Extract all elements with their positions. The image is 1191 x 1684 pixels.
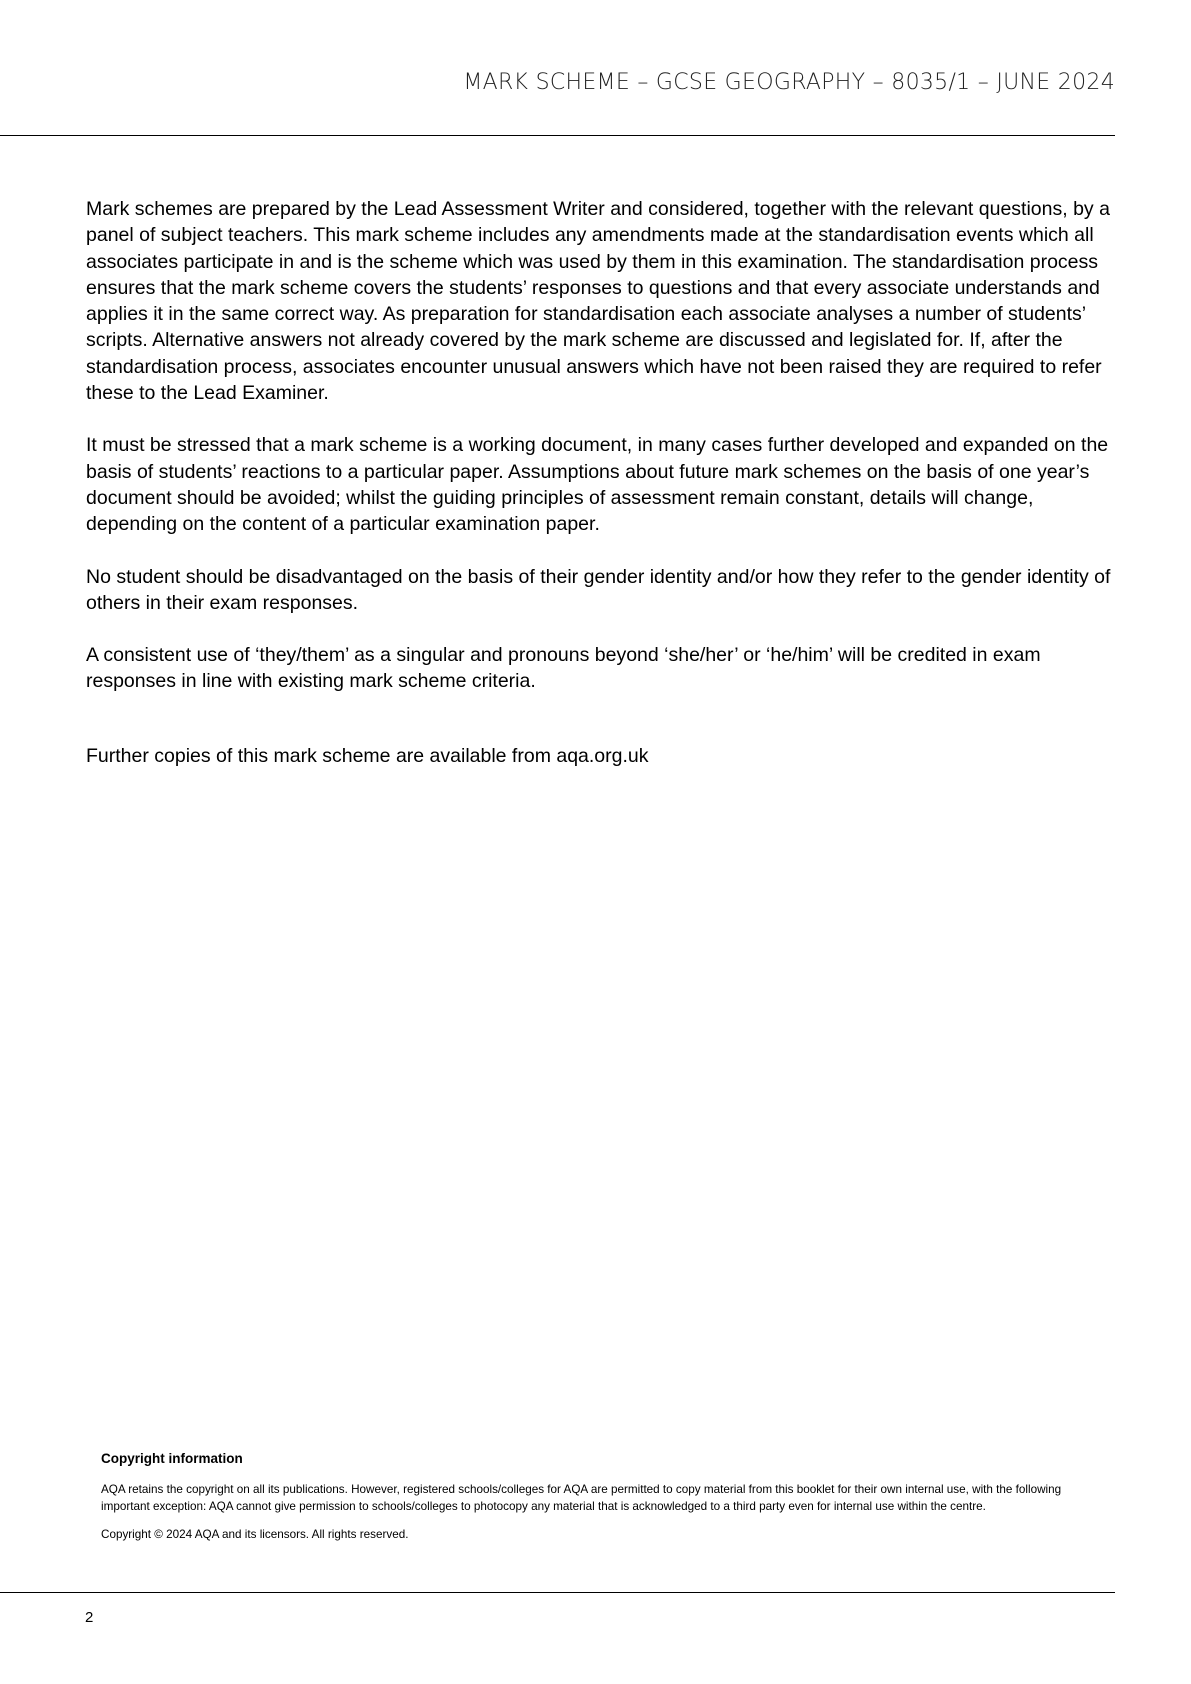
footer-divider bbox=[0, 1592, 1115, 1593]
paragraph-working-document: It must be stressed that a mark scheme is a working document, in many cases further developed and expanded on the basis of students’ reactions to a particular paper. Assumptions about future mark schemes on the basis of one year’s document should be avoided; whilst the guiding principles of assessment remain constant, details will change, depending on the content of a particular examination paper. bbox=[86, 434, 1109, 536]
page-number: 2 bbox=[85, 1609, 94, 1626]
paragraph-further-copies: Further copies of this mark scheme are available from aqa.org.uk bbox=[86, 744, 649, 767]
copyright-text: AQA retains the copyright on all its publications. However, registered schools/colleges for AQA are permitted to copy material from this booklet for their own internal use, with the following important exception: AQA cannot give permission to schools/colleges to photocopy any material that is acknowledged to a third party even for internal use within the centre. bbox=[101, 1483, 1062, 1513]
copyright-heading: Copyright information bbox=[101, 1451, 243, 1466]
copyright-information bbox=[101, 1451, 1071, 1556]
copyright-notice: Copyright © 2024 AQA and its licensors. All rights reserved. bbox=[101, 1528, 409, 1541]
page-header-title: MARK SCHEME – GCSE GEOGRAPHY – 8035/1 – JUNE 2024 bbox=[463, 70, 1115, 95]
header-divider bbox=[0, 135, 1115, 136]
paragraph-gender-identity: No student should be disadvantaged on the basis of their gender identity and/or how they refer to the gender identity of others in their exam responses. bbox=[86, 565, 1111, 614]
paragraph-mark-scheme-preparation: Mark schemes are prepared by the Lead Assessment Writer and considered, together with the relevant questions, by a panel of subject teachers. This mark scheme includes any amendments made at the standardisation events which all associates participate in and is the scheme which was used by them in this examination. The standardisation process ensures that the mark scheme covers the students’ responses to questions and that every associate understands and applies it in the same correct way. As preparation for standardisation each associate analyses a number of students’ scripts. Alternative answers not already covered by the mark scheme are discussed and legislated for. If, after the standardisation process, associates encounter unusual answers which have not been raised they are required to refer these to the Lead Examiner. bbox=[86, 198, 1110, 405]
main-content bbox=[86, 196, 1126, 795]
paragraph-pronouns: A consistent use of ‘they/them’ as a singular and pronouns beyond ‘she/her’ or ‘he/him’ will be credited in exam responses in line with existing mark scheme criteria. bbox=[86, 644, 1041, 693]
